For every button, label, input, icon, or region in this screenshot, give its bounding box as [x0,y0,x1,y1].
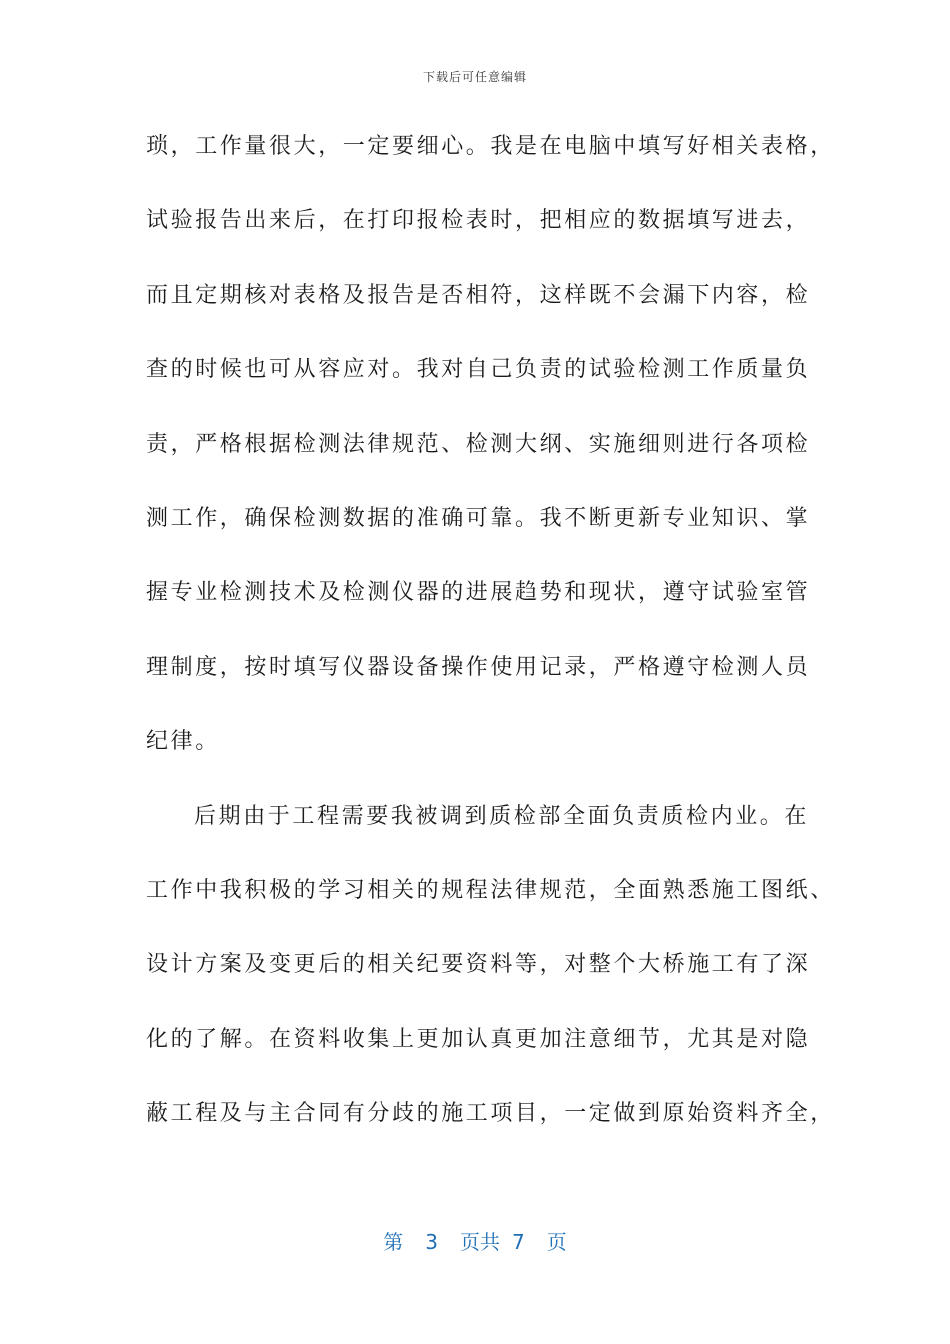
text-line: 蔽工程及与主合同有分歧的施工项目，一定做到原始资料齐全， [146,1101,835,1127]
text-line: 试验报告出来后，在打印报检表时，把相应的数据填写进去， [146,208,811,234]
page-suffix: 页 [546,1230,567,1254]
text-line: 理制度，按时填写仪器设备操作使用记录，严格遵守检测人员 [146,654,811,680]
page-mid: 页共 [460,1230,500,1254]
page-number-footer [0,1226,950,1255]
text-line: 化的了解。在资料收集上更加认真更加注意细节，尤其是对隐 [146,1026,811,1052]
text-line: 设计方案及变更后的相关纪要资料等，对整个大桥施工有了深 [146,952,811,978]
text-line: 琐，工作量很大，一定要细心。我是在电脑中填写好相关表格， [146,134,835,159]
text-line: 查的时候也可从容应对。我对自己负责的试验检测工作质量负 [146,357,811,383]
text-line: 纪律。 [146,729,220,755]
text-line: 而且定期核对表格及报告是否相符，这样既不会漏下内容，检 [146,282,811,308]
text-line: 握专业检测技术及检测仪器的进展趋势和现状，遵守试验室管 [146,580,811,606]
document-body [146,128,835,1169]
download-note: 下载后可任意编辑 [422,70,527,84]
current-page-number: 3 [425,1230,438,1254]
text-line: 测工作，确保检测数据的准确可靠。我不断更新专业知识、掌 [146,505,811,531]
paragraph-start-line: 后期由于工程需要我被调到质检部全面负责质检内业。在 [194,803,810,829]
page-prefix: 第 [383,1230,404,1254]
total-pages-number: 7 [512,1230,525,1254]
text-line: 工作中我积极的学习相关的规程法律规范，全面熟悉施工图纸、 [146,877,835,903]
text-line: 责，严格根据检测法律规范、检测大纲、实施细则进行各项检 [146,431,811,457]
